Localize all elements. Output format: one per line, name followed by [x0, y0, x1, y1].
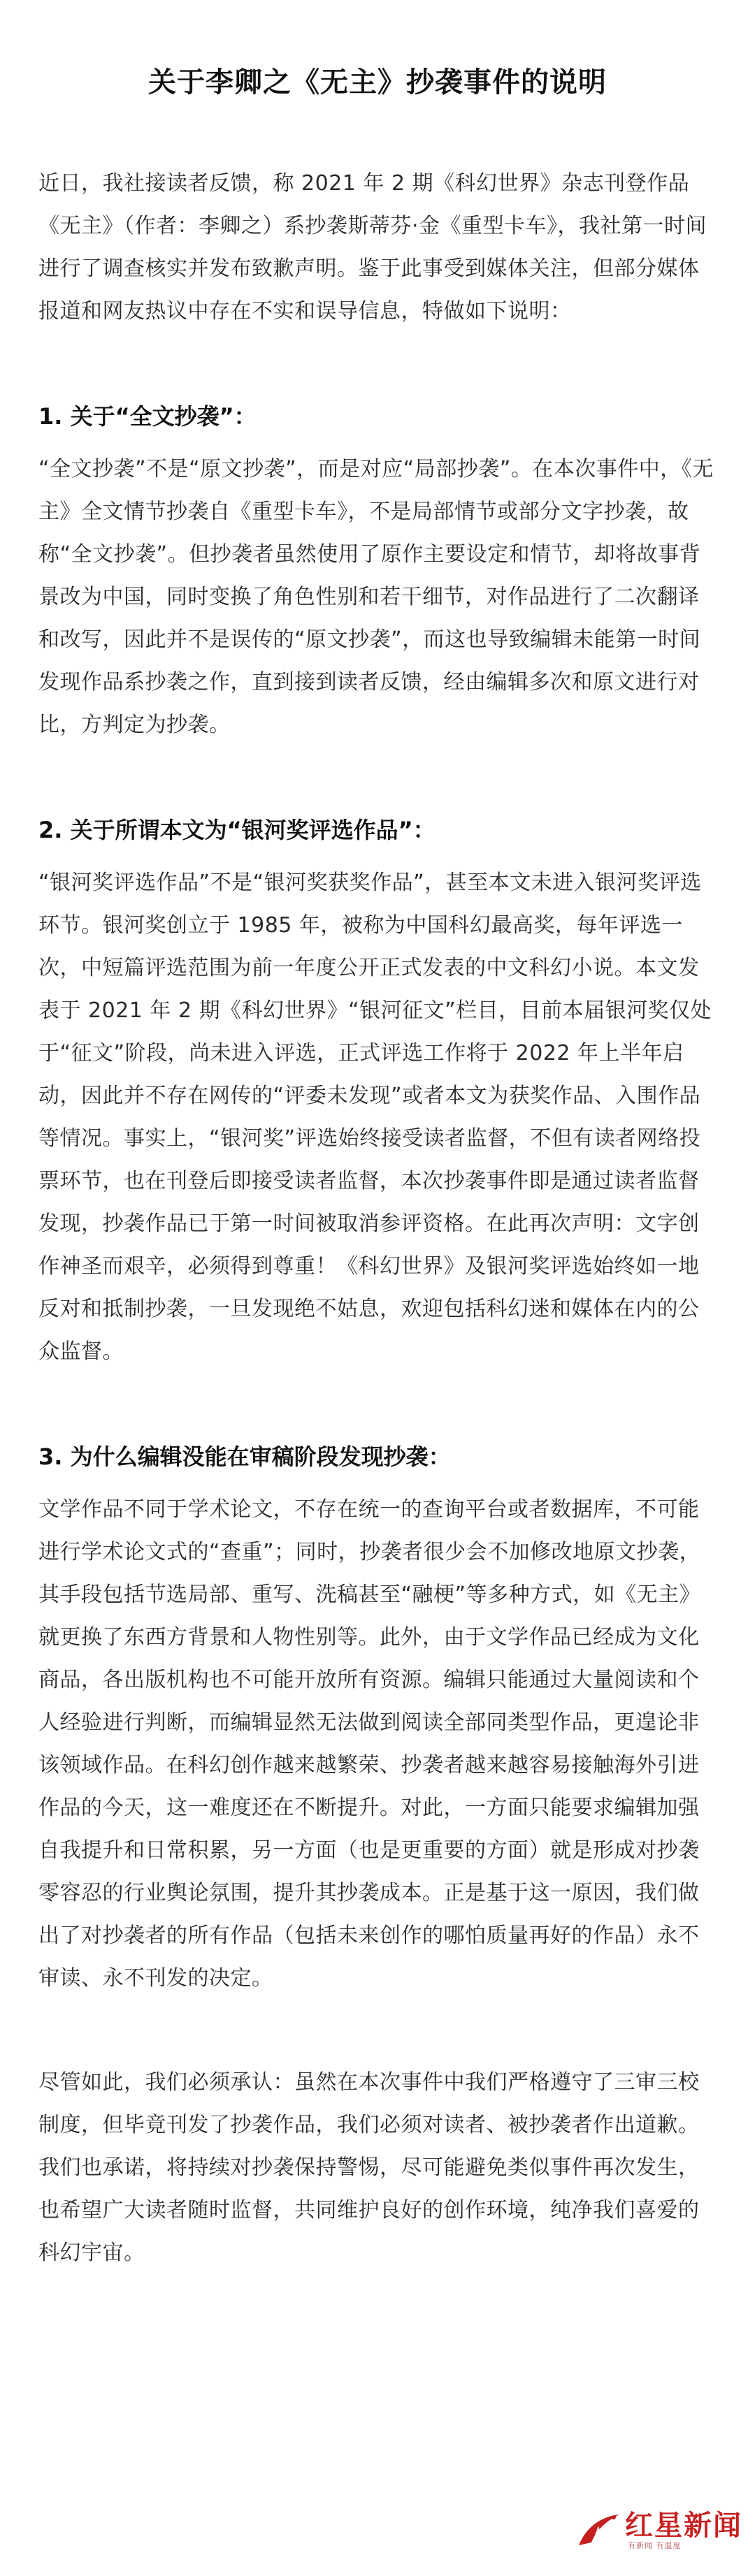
- section-1-paragraph: “全文抄袭”不是“原文抄袭”，而是对应“局部抄袭”。在本次事件中，《无主》全文情节抄袭自《重型卡车》，不是局部情节或部分文字抄袭，故称“全文抄袭”。但抄袭者虽然使用了原作主要设定和情节，却将故事背景改为中国，同时变换了角色性别和若干细节，对作品进行了二次翻译和改写，因此并不是误传的“原文抄袭”，而这也导致编辑未能第一时间发现作品系抄袭之作，直到接到读者反馈，经由编辑多次和原文进行对比，方判定为抄袭。: [38, 457, 714, 737]
- document-title: 关于李卿之《无主》抄袭事件的说明: [148, 66, 607, 99]
- section-3-heading: 3. 为什么编辑没能在审稿阶段发现抄袭：: [38, 1443, 451, 1470]
- watermark-slogan-text: 有新闻 有温度: [628, 2541, 682, 2550]
- section-2-paragraph: “银河奖评选作品”不是“银河奖获奖作品”，甚至本文未进入银河奖评选环节。银河奖创立于 1985 年，被称为中国科幻最高奖，每年评选一次，中短篇评选范围为前一年度公开正式发表的中文科幻小说。本文发表于 2021 年 2 期《科幻世界》“银河征文”栏目，目前本届银河奖仅处于“征文”阶段，尚未进入评选，正式评选工作将于 2022 年上半年启动，因此并不存在网传的“评委未发现”或者本文为获奖作品、入围作品等情况。事实上，“银河奖”评选始终接受读者监督，不但有读者网络投票环节，也在刊登后即接受读者监督，本次抄袭事件即是通过读者监督发现，抄袭作品已于第一时间被取消参评资格。在此再次声明：文字创作神圣而艰辛，必须得到尊重！《科幻世界》及银河奖评选始终如一地反对和抵制抄袭，一旦发现绝不姑息，欢迎包括科幻迷和媒体在内的公众监督。: [38, 871, 712, 1364]
- section-1-heading: 1. 关于“全文抄袭”：: [38, 403, 257, 430]
- intro-paragraph: 近日，我社接读者反馈，称 2021 年 2 期《科幻世界》杂志刊登作品《无主》（作者：李卿之）系抄袭斯蒂芬·金《重型卡车》，我社第一时间进行了调查核实并发布致歉声明。鉴于此事受到媒体关注，但部分媒体报道和网友热议中存在不实和误导信息，特做如下说明：: [38, 171, 707, 323]
- section-2-heading: 2. 关于所谓本文为“银河奖评选作品”：: [38, 817, 436, 843]
- red-star-logo-icon: [573, 2510, 622, 2551]
- document-body: [38, 162, 720, 2274]
- section-3-paragraph: 文学作品不同于学术论文，不存在统一的查询平台或者数据库，不可能进行学术论文式的“查重”；同时，抄袭者很少会不加修改地原文抄袭，其手段包括节选局部、重写、洗稿甚至“融梗”等多种方式，如《无主》就更换了东西方背景和人物性别等。此外，由于文学作品已经成为文化商品，各出版机构也不可能开放所有资源。编辑只能通过大量阅读和个人经验进行判断，而编辑显然无法做到阅读全部同类型作品，更遑论非该领域作品。在科幻创作越来越繁荣、抄袭者越来越容易接触海外引进作品的今天，这一难度还在不断提升。对此，一方面只能要求编辑加强自我提升和日常积累，另一方面（也是更重要的方面）就是形成对抄袭零容忍的行业舆论氛围，提升其抄袭成本。正是基于这一原因，我们做出了对抄袭者的所有作品（包括未来创作的哪怕质量再好的作品）永不审读、永不刊发的决定。: [38, 1497, 701, 1991]
- closing-paragraph: 尽管如此，我们必须承认：虽然在本次事件中我们严格遵守了三审三校制度，但毕竟刊发了抄袭作品，我们必须对读者、被抄袭者作出道歉。我们也承诺，将持续对抄袭保持警惕，尽可能避免类似事件再次发生，也希望广大读者随时监督，共同维护良好的创作环境，纯净我们喜爱的科幻宇宙。: [38, 2070, 700, 2265]
- watermark-brand-text: 红星新闻: [625, 2509, 742, 2542]
- watermark: [573, 2510, 742, 2551]
